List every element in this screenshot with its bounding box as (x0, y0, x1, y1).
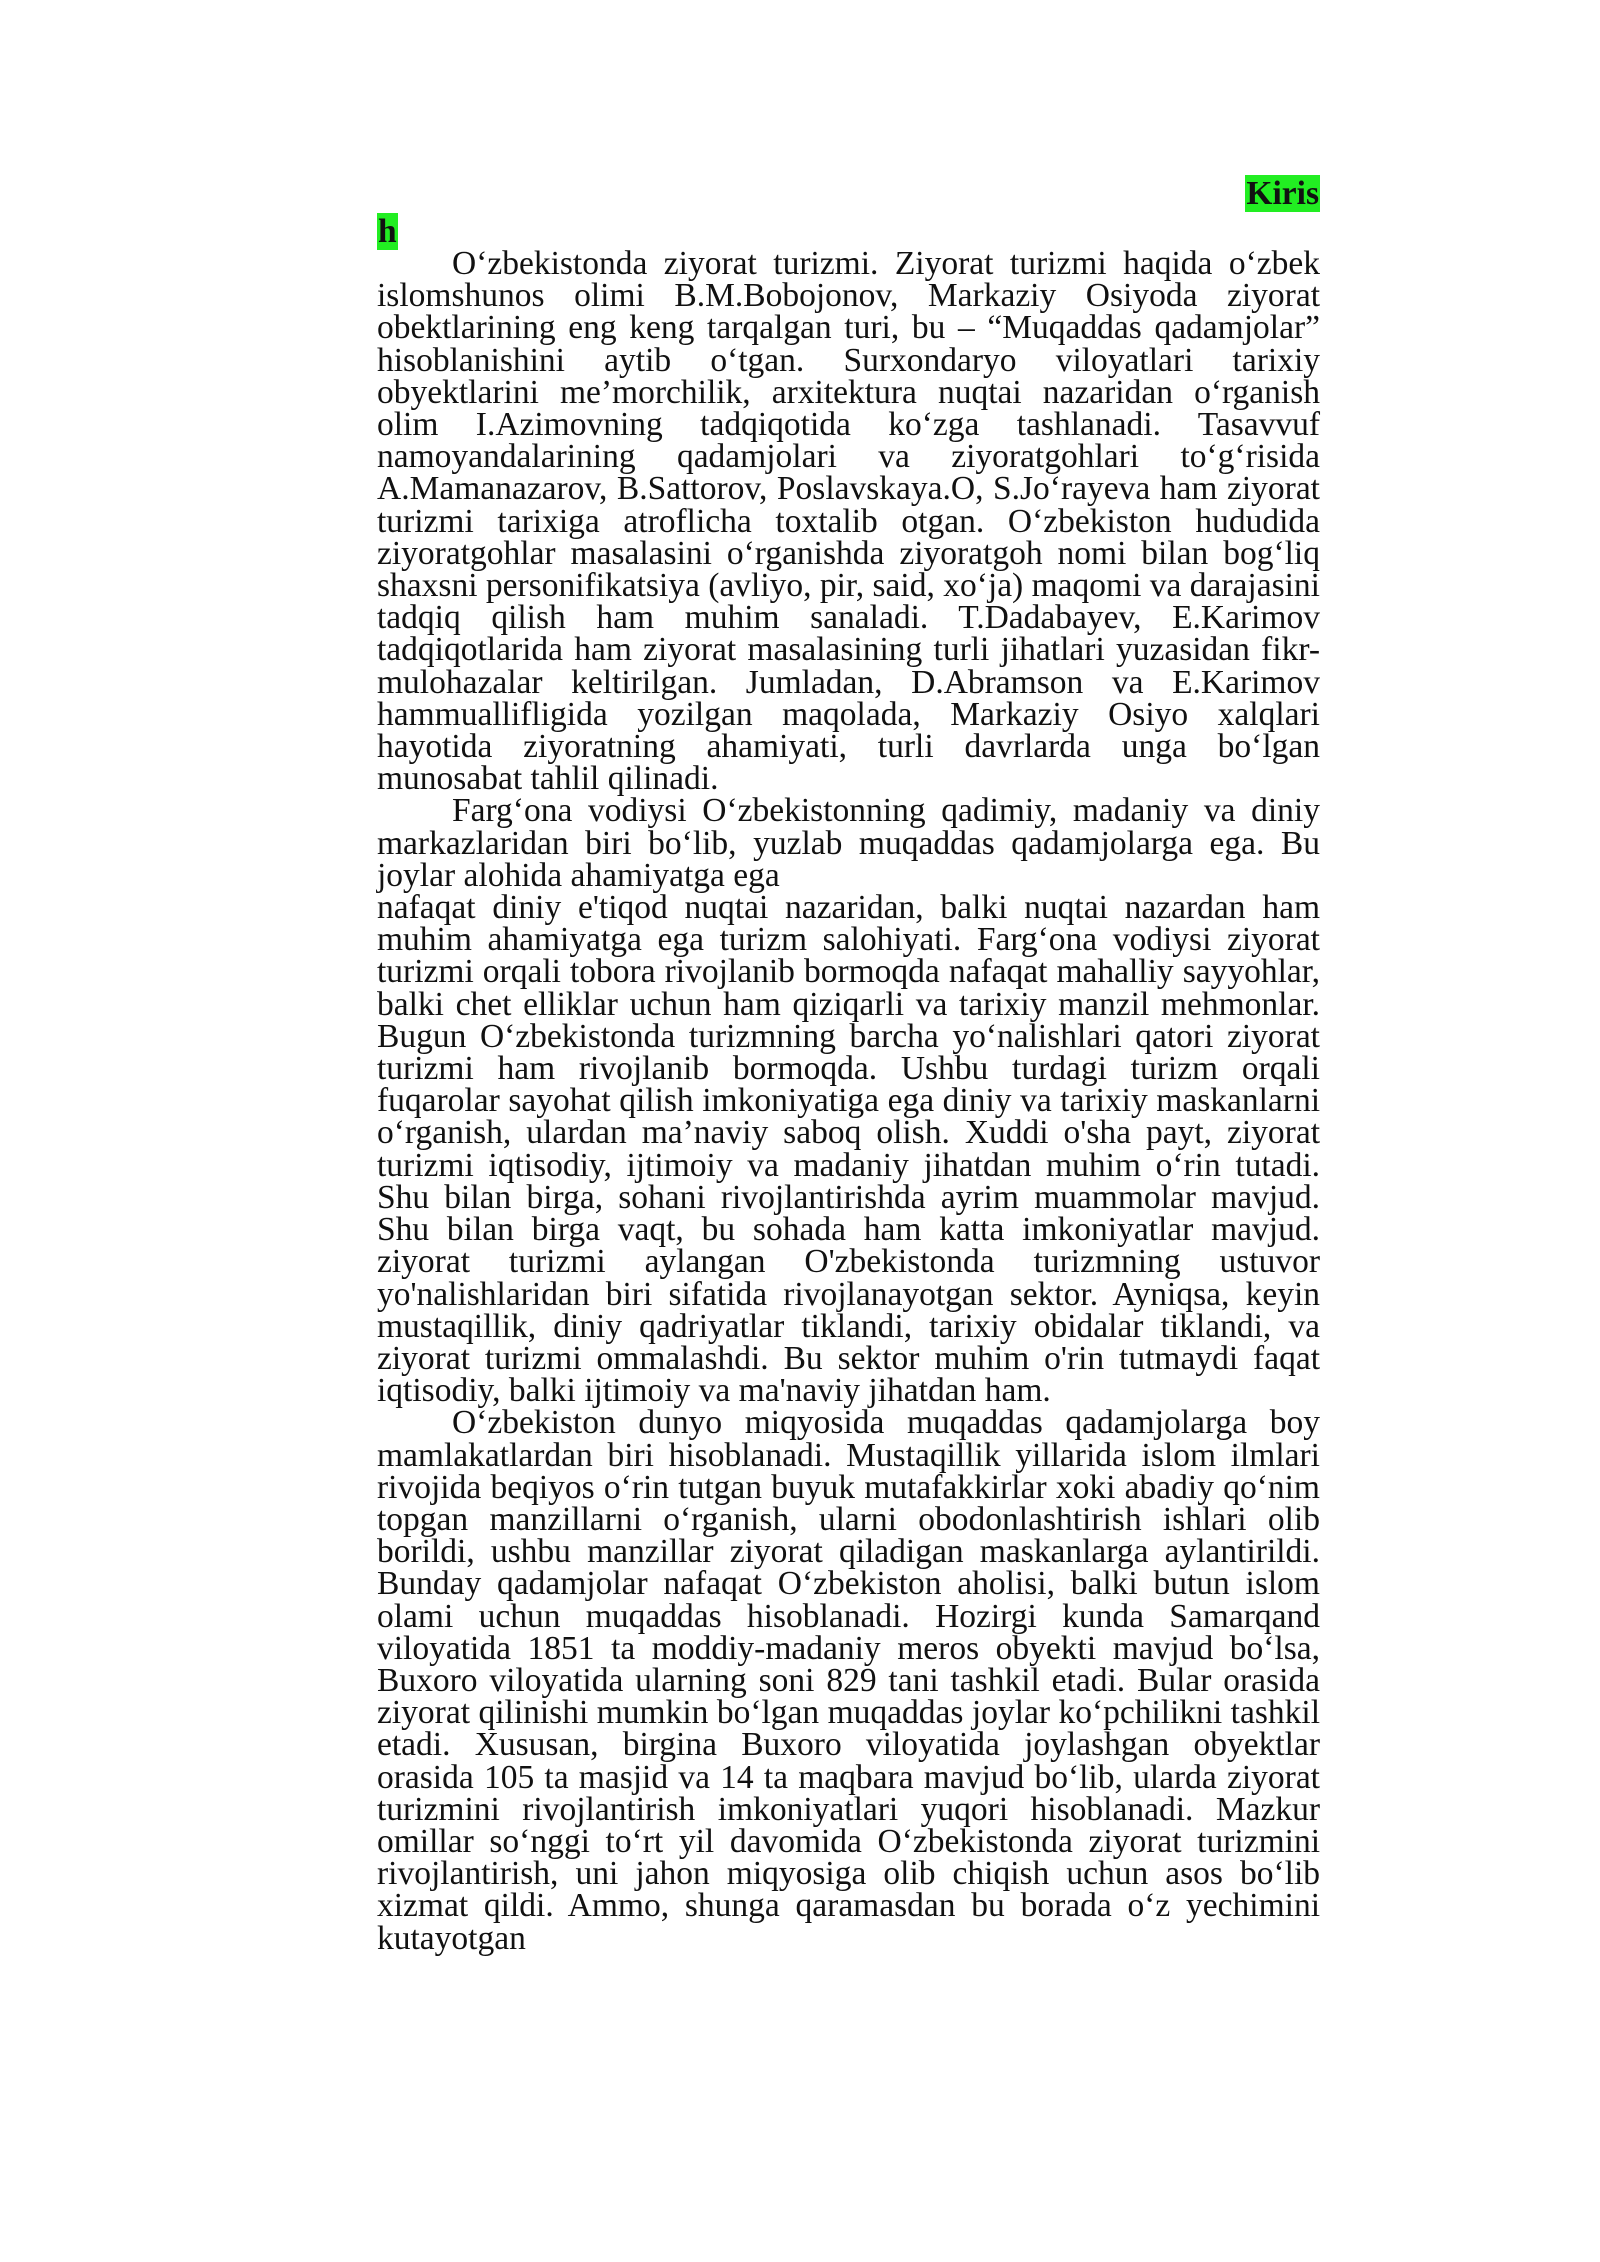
heading-line (377, 172, 1320, 216)
document-body (377, 172, 1320, 1955)
paragraph-2-second: nafaqat diniy e'tiqod nuqtai nazaridan, balki nuqtai nazardan ham muhim ahamiyatga ega turizm salohiyati. Farg‘ona vodiysi ziyorat turizmi orqali tobora rivojlanib bormoqda nafaqat mahalliy sayyohlar, balki chet elliklar uchun ham qiziqarli va tarixiy manzil mehmonlar. Bugun O‘zbekistonda turizmning barcha yo‘nalishlari qatori ziyorat turizmi ham rivojlanib bormoqda. Ushbu turdagi turizm orqali fuqarolar sayohat qilish imkoniyatiga ega diniy va tarixiy maskanlarni o‘rganish, ulardan ma’naviy saboq olish. Xuddi o'sha payt, ziyorat turizmi iqtisodiy, ijtimoiy va madaniy jihatdan muhim o‘rin tutadi. Shu bilan birga, sohani rivojlantirishda ayrim muammolar mavjud. Shu bilan birga vaqt, bu sohada ham katta imkoniyatlar mavjud. ziyorat turizmi aylangan O'zbekistonda turizmning ustuvor yo'nalishlaridan biri sifatida rivojlanayotgan sektor. Ayniqsa, keyin mustaqillik, diniy qadriyatlar tiklandi, tarixiy obidalar tiklandi, va ziyorat turizmi ommalashdi. Bu sektor muhim o'rin tutmaydi faqat iqtisodiy, balki ijtimoiy va ma'naviy jihatdan ham. (377, 889, 1320, 1410)
paragraph-2-first: Farg‘ona vodiysi O‘zbekistonning qadimiy, madaniy va diniy markazlaridan biri bo‘lib, yuzlab muqaddas qadamjolarga ega. Bu joylar alohida ahamiyatga ega (377, 792, 1320, 894)
paragraph-3: O‘zbekiston dunyo miqyosida muqaddas qadamjolarga boy mamlakatlardan biri hisoblanadi. Mustaqillik yillarida islom ilmlari rivojida beqiyos o‘rin tutgan buyuk mutafakkirlar xoki abadiy qo‘nim topgan manzillarni o‘rganish, ularni obodonlashtirish ishlari olib borildi, ushbu manzillar ziyorat qiladigan maskanlarga aylantirildi. Bunday qadamjolar nafaqat O‘zbekiston aholisi, balki butun islom olami uchun muqaddas hisoblanadi. Hozirgi kunda Samarqand viloyatida 1851 ta moddiy-madaniy meros obyekti mavjud bo‘lsa, Buxoro viloyatida ularning soni 829 tani tashkil etadi. Bular orasida ziyorat qilinishi mumkin bo‘lgan muqaddas joylar ko‘pchilikni tashkil etadi. Xususan, birgina Buxoro viloyatida joylashgan obyektlar orasida 105 ta masjid va 14 ta maqbara mavjud bo‘lib, ularda ziyorat turizmini rivojlantirish imkoniyatlari yuqori hisoblanadi. Mazkur omillar so‘nggi to‘rt yil davomida O‘zbekistonda ziyorat turizmini rivojlantirish, uni jahon miqyosiga olib chiqish uchun asos bo‘lib xizmat qildi. Ammo, shunga qaramasdan bu borada o‘z yechimini kutayotgan (377, 1404, 1320, 1957)
heading-tail (377, 213, 1320, 250)
heading-highlight-part1: Kiris (1246, 175, 1319, 212)
heading-highlight-part2: h (378, 213, 397, 250)
paragraph-1: O‘zbekistonda ziyorat turizmi. Ziyorat turizmi haqida o‘zbek islomshunos olimi B.M.Bobojonov, Markaziy Osiyoda ziyorat obektlarining eng keng tarqalgan turi, bu – “Muqaddas qadamjolar” hisoblanishini aytib o‘tgan. Surxondaryo viloyatlari tarixiy obyektlarini me’morchilik, arxitektura nuqtai nazaridan o‘rganish olim I.Azimovning tadqiqotida ko‘zga tashlanadi. Tasavvuf namoyandalarining qadamjolari va ziyoratgohlari to‘g‘risida A.Mamanazarov, B.Sattorov, Poslavskaya.O, S.Jo‘rayeva ham ziyorat turizmi tarixiga atroflicha toxtalib otgan. O‘zbekiston hududida ziyoratgohlar masalasini o‘rganishda ziyoratgoh nomi bilan bog‘liq shaxsni personifikatsiya (avliyo, pir, said, xo‘ja) maqomi va darajasini tadqiq qilish ham muhim sanaladi. T.Dadabayev, E.Karimov tadqiqotlarida ham ziyorat masalasining turli jihatlari yuzasidan fikr-mulohazalar keltirilgan. Jumladan, D.Abramson va E.Karimov hammuallifligida yozilgan maqolada, Markaziy Osiyo xalqlari hayotida ziyoratning ahamiyati, turli davrlarda unga bo‘lgan munosabat tahlil qilinadi. (377, 245, 1320, 798)
